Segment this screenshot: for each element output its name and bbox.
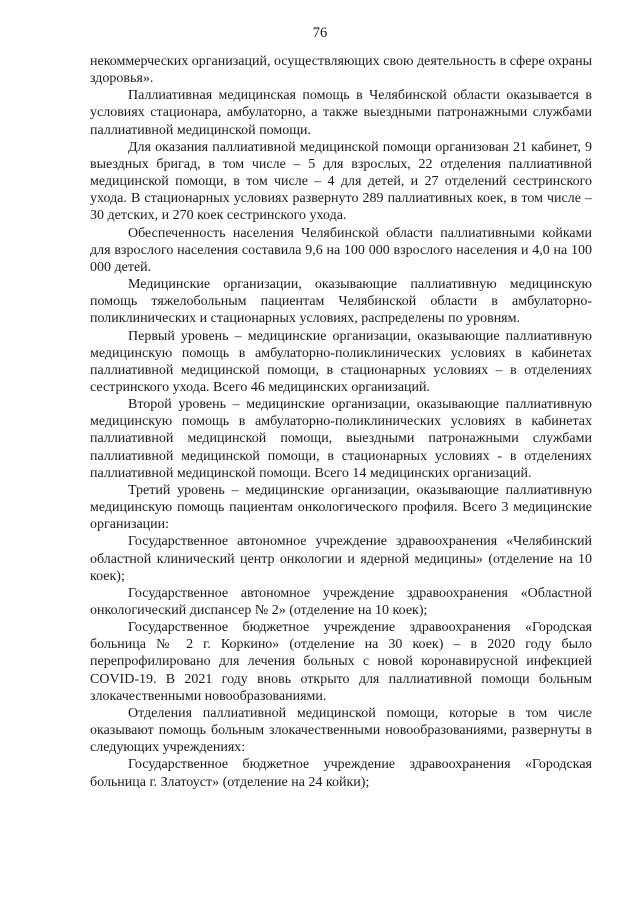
page-number: 76 (312, 25, 328, 41)
paragraph: Государственное бюджетное учреждение здравоохранения «Городская больница г. Златоуст» (отделение на 24 койки); (90, 757, 592, 790)
paragraph: Первый уровень – медицинские организации, оказывающие паллиативную медицинскую помощь в амбулаторно-поликлинических условиях в кабинетах паллиативной медицинской помощи, в стационарных условиях – в отделениях сестринского ухода. Всего 46 медицинских организаций. (90, 328, 592, 395)
paragraph: Государственное бюджетное учреждение здравоохранения «Городская больница № 2 г. Коркино» (отделение на 30 коек) – в 2020 году было перепрофилировано для лечения больных с новой коронавирусной инфекцией COVID-19. В 2021 году вновь открыто для паллиативной помощи больным злокачественными новообразованиями. (90, 620, 592, 704)
paragraph: Государственное автономное учреждение здравоохранения «Челябинский областной клинический центр онкологии и ядерной медицины» (отделение на 10 коек); (90, 534, 592, 584)
paragraph: Государственное автономное учреждение здравоохранения «Областной онкологический диспансер № 2» (отделение на 10 коек); (90, 585, 592, 618)
paragraph: Второй уровень – медицинские организации, оказывающие паллиативную медицинскую помощь в амбулаторно-поликлинических условиях в кабинетах паллиативной медицинской помощи, выездными патронажными службами паллиативной медицинской помощи, в стационарных условиях - в отделениях паллиативной медицинской помощи. Всего 14 медицинских организаций. (90, 397, 592, 481)
paragraph: некоммерческих организаций, осуществляющих свою деятельность в сфере охраны здоровья». (90, 54, 592, 87)
document-body (90, 53, 592, 791)
paragraph: Для оказания паллиативной медицинской помощи организован 21 кабинет, 9 выездных бригад, в том числе – 5 для взрослых, 22 отделения паллиативной медицинской помощи, в том числе – 4 для детей, и 27 отделений сестринского ухода. В стационарных условиях развернуто 289 паллиативных коек, в том числе – 30 детских, и 270 коек сестринского ухода. (90, 139, 592, 224)
paragraph: Отделения паллиативной медицинской помощи, которые в том числе оказывают помощь больным злокачественными новообразованиями, развернуты в следующих учреждениях: (90, 705, 592, 756)
paragraph: Третий уровень – медицинские организации, оказывающие паллиативную медицинскую помощь пациентам онкологического профиля. Всего 3 медицинские организации: (90, 482, 592, 533)
paragraph: Медицинские организации, оказывающие паллиативную медицинскую помощь тяжелобольным пациентам Челябинской области в амбулаторно-поликлинических и стационарных условиях, распределены по уровням. (90, 277, 592, 327)
paragraph: Паллиативная медицинская помощь в Челябинской области оказывается в условиях стационара, амбулаторно, а также выездными патронажными службами паллиативной медицинской помощи. (90, 88, 592, 138)
paragraph: Обеспеченность населения Челябинской области паллиативными койками для взрослого населения составила 9,6 на 100 000 взрослого населения и 4,0 на 100 000 детей. (90, 225, 592, 275)
